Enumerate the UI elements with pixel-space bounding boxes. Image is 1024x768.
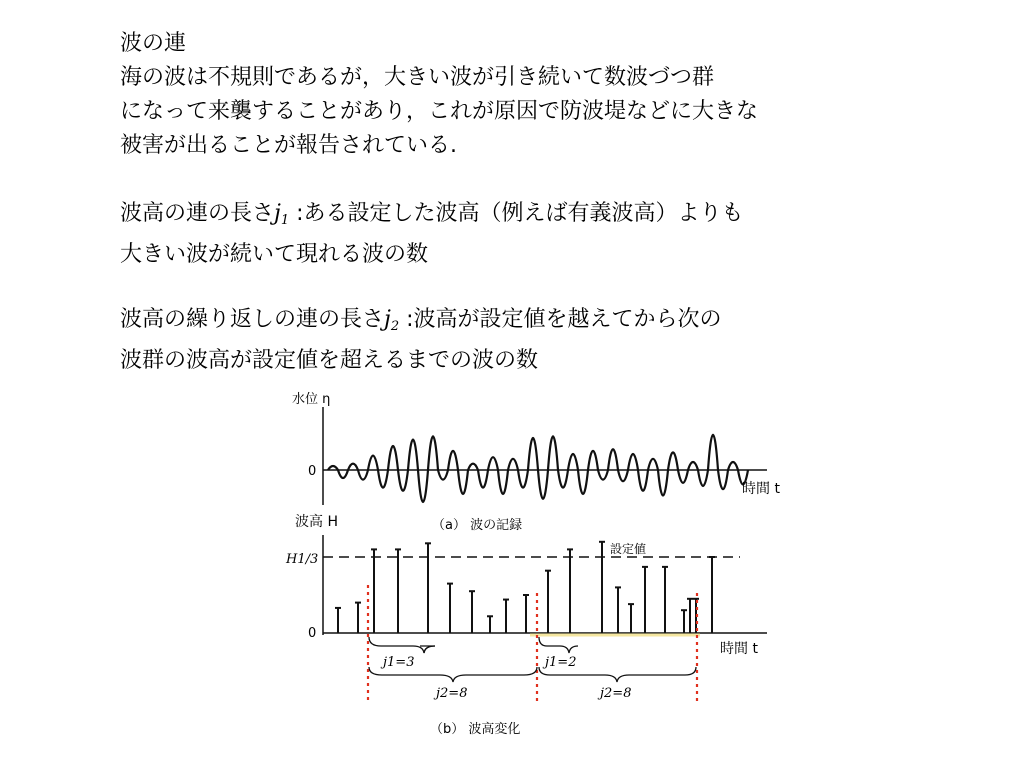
brace-a-alt19 bbox=[369, 637, 424, 653]
intro-line-2: になって来襲することがあり，これが原因で防波堤などに大きな bbox=[120, 99, 759, 124]
brace-a-left bbox=[369, 637, 438, 653]
definition-j1 bbox=[120, 197, 744, 272]
definition-j1-prefix: 波高の連の長さ bbox=[120, 201, 275, 226]
panel-a-y-label: 水位 η bbox=[292, 392, 331, 407]
j2-var: j bbox=[384, 307, 391, 332]
definition-j1-line-2: 大きい波が続いて現れる波の数 bbox=[120, 242, 429, 267]
threshold-label: H1/3 bbox=[286, 552, 319, 567]
j1-sub: 1 bbox=[280, 213, 290, 228]
brace-a-alt23 bbox=[369, 637, 424, 652]
panel-b-caption: （b） 波高変化 bbox=[430, 722, 521, 737]
brace-label-j1-3: j1=3 bbox=[383, 655, 415, 670]
wave-height-bars bbox=[335, 542, 715, 633]
brace-helper bbox=[368, 637, 438, 653]
definition-j2 bbox=[120, 303, 722, 378]
brace-a-alt16 bbox=[369, 637, 436, 653]
panel-a-wave-record bbox=[292, 391, 780, 533]
brace-a-alt21 bbox=[369, 637, 436, 653]
brace-placeholder bbox=[368, 637, 438, 652]
wave-group-figure bbox=[280, 385, 780, 745]
definition-j2-rest: :波高が設定値を越えてから次の bbox=[399, 307, 722, 332]
threshold-text: 設定値 bbox=[610, 542, 647, 556]
definition-j1-rest: :ある設定した波高（例えば有義波高）よりも bbox=[289, 201, 744, 226]
brace-a-alt29 bbox=[369, 635, 424, 651]
panel-a-caption: （a） 波の記録 bbox=[432, 518, 523, 533]
panel-b-zero-label: 0 bbox=[308, 626, 317, 641]
brace-j1-first-right bbox=[424, 646, 435, 653]
intro-line-3: 被害が出ることが報告されている. bbox=[120, 133, 457, 158]
j1-symbol bbox=[274, 201, 289, 226]
brace-a-shape bbox=[369, 637, 436, 653]
wave-trace bbox=[328, 435, 748, 502]
brace-a-alt17 bbox=[369, 637, 424, 653]
braces bbox=[369, 637, 696, 682]
panel-b-x-label: 時間 t bbox=[720, 641, 758, 657]
definition-j2-prefix: 波高の繰り返しの連の長さ bbox=[120, 307, 385, 332]
brace-label-j1-2: j1=2 bbox=[545, 655, 577, 670]
j1-var: j bbox=[274, 201, 281, 226]
brace-a-alt20 bbox=[369, 637, 413, 646]
brace-a-alt27 bbox=[369, 635, 433, 651]
intro-line-1: 海の波は不規則であるが，大きい波が引き続いて数波づつ群 bbox=[120, 65, 715, 90]
definition-j2-line-1 bbox=[120, 303, 722, 344]
j2-sub: 2 bbox=[390, 319, 400, 334]
panel-b-y-label: 波高 H bbox=[295, 514, 338, 530]
brace-label-j2-8-second: j2=8 bbox=[600, 686, 632, 701]
j2-symbol bbox=[384, 307, 399, 332]
brace-a-alt28 bbox=[369, 635, 433, 651]
definition-j1-line-1 bbox=[120, 197, 744, 238]
intro-paragraph bbox=[120, 27, 758, 163]
brace-a-alt15 bbox=[369, 637, 436, 653]
brace-j1-second bbox=[539, 637, 578, 653]
section-title: 波の連 bbox=[120, 31, 187, 56]
definition-j2-line-2: 波群の波高が設定値を超えるまでの波の数 bbox=[120, 348, 539, 373]
brace-a-alt26 bbox=[369, 635, 433, 651]
brace-a-alt18 bbox=[369, 637, 436, 653]
panel-a-zero-label: 0 bbox=[308, 464, 317, 479]
brace-label-j2-8-first: j2=8 bbox=[436, 686, 468, 701]
unused-brace bbox=[369, 637, 438, 653]
panel-a-x-label: 時間 t bbox=[742, 481, 780, 497]
